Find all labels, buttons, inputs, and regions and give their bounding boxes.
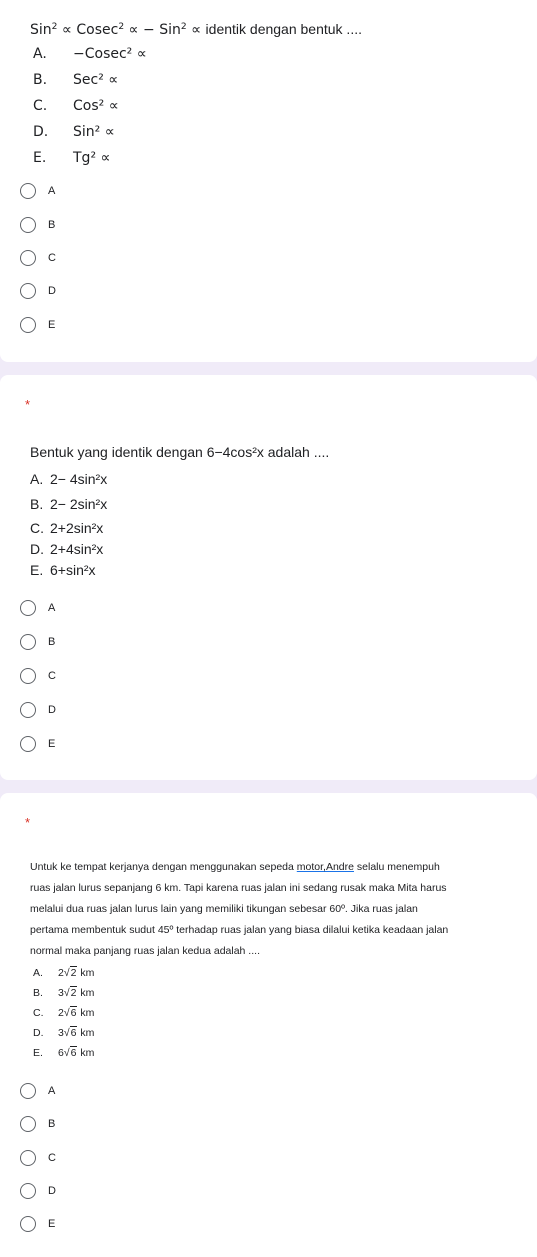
choice-radio-e[interactable]: E xyxy=(20,315,55,335)
radio-circle-icon[interactable] xyxy=(20,283,36,299)
required-asterisk: * xyxy=(25,815,31,830)
radio-circle-icon[interactable] xyxy=(20,317,36,333)
question-2-title: Bentuk yang identik dengan 6−4cos²x adalah .... xyxy=(30,444,330,460)
question-3-option-c: C. 2√6 km xyxy=(33,1007,95,1019)
question-3-text-line-4: pertama membentuk sudut 45º terhadap ruas jalan yang biasa dilalui ketika keadaan jalan xyxy=(30,924,449,936)
question-3-text-line-3: melalui dua ruas jalan lurus lain yang memiliki tikungan sebesar 60º. Jika ruas jalan xyxy=(30,903,418,915)
question-card-3 xyxy=(0,793,537,1257)
radio-circle-icon[interactable] xyxy=(20,736,36,752)
choice-radio-d[interactable]: D xyxy=(20,1181,56,1201)
choice-radio-d[interactable]: D xyxy=(20,281,56,301)
radio-circle-icon[interactable] xyxy=(20,1150,36,1166)
choice-radio-b[interactable]: B xyxy=(20,1114,55,1134)
question-2-option-b: B. 2− 2sin²x xyxy=(30,496,108,512)
question-3-option-e: E. 6√6 km xyxy=(33,1047,95,1059)
radio-circle-icon[interactable] xyxy=(20,250,36,266)
question-3-option-d: D. 3√6 km xyxy=(33,1027,95,1039)
radio-circle-icon[interactable] xyxy=(20,1116,36,1132)
question-2-option-a: A. 2− 4sin²x xyxy=(30,471,108,487)
question-3-option-a: A. 2√2 km xyxy=(33,967,95,979)
spellcheck-underlined-word: motor,Andre xyxy=(296,861,354,873)
question-3-option-b: B. 3√2 km xyxy=(33,987,95,999)
question-3-text-line-5: normal maka panjang ruas jalan kedua adalah .... xyxy=(30,945,260,957)
choice-radio-a[interactable]: A xyxy=(20,598,55,618)
question-1-option-c: C. Cos² ∝ xyxy=(33,98,119,114)
question-1-title xyxy=(30,21,362,38)
question-1-option-e: E. Tg² ∝ xyxy=(33,150,111,166)
question-1-prompt-suffix: identik dengan bentuk .... xyxy=(205,21,362,37)
choice-radio-b[interactable]: B xyxy=(20,215,55,235)
question-card-2 xyxy=(0,375,537,780)
radio-circle-icon[interactable] xyxy=(20,634,36,650)
radio-circle-icon[interactable] xyxy=(20,702,36,718)
question-1-option-d: D. Sin² ∝ xyxy=(33,124,115,140)
choice-radio-a[interactable]: A xyxy=(20,1081,55,1101)
required-asterisk: * xyxy=(25,397,31,412)
choice-radio-c[interactable]: C xyxy=(20,248,56,268)
choice-radio-e[interactable]: E xyxy=(20,734,55,754)
question-2-option-d: D. 2+4sin²x xyxy=(30,541,104,557)
choice-radio-c[interactable]: C xyxy=(20,666,56,686)
radio-circle-icon[interactable] xyxy=(20,183,36,199)
radio-circle-icon[interactable] xyxy=(20,1183,36,1199)
choice-radio-e[interactable]: E xyxy=(20,1214,55,1234)
radio-circle-icon[interactable] xyxy=(20,1216,36,1232)
radio-circle-icon[interactable] xyxy=(20,1083,36,1099)
radio-circle-icon[interactable] xyxy=(20,668,36,684)
choice-radio-b[interactable]: B xyxy=(20,632,55,652)
question-1-expression: Sin$^2$ ∝ Cosec$^2$ ∝ − Sin$^2$ ∝ xyxy=(30,22,206,38)
question-3-text-line-2: ruas jalan lurus sepanjang 6 km. Tapi karena ruas jalan ini sedang rusak maka Mita harus xyxy=(30,882,447,894)
question-2-option-e: E. 6+sin²x xyxy=(30,562,96,578)
choice-radio-d[interactable]: D xyxy=(20,700,56,720)
choice-radio-c[interactable]: C xyxy=(20,1148,56,1168)
radio-circle-icon[interactable] xyxy=(20,600,36,616)
question-1-option-a: A. −Cosec² ∝ xyxy=(33,46,147,62)
choice-radio-a[interactable]: A xyxy=(20,181,55,201)
radio-circle-icon[interactable] xyxy=(20,217,36,233)
question-3-text-line-1: Untuk ke tempat kerjanya dengan menggunakan sepeda motor,Andre selalu menempuh xyxy=(30,861,440,873)
question-card-1 xyxy=(0,0,537,362)
question-2-option-c: C. 2+2sin²x xyxy=(30,520,104,536)
question-1-option-b: B. Sec² ∝ xyxy=(33,72,119,88)
